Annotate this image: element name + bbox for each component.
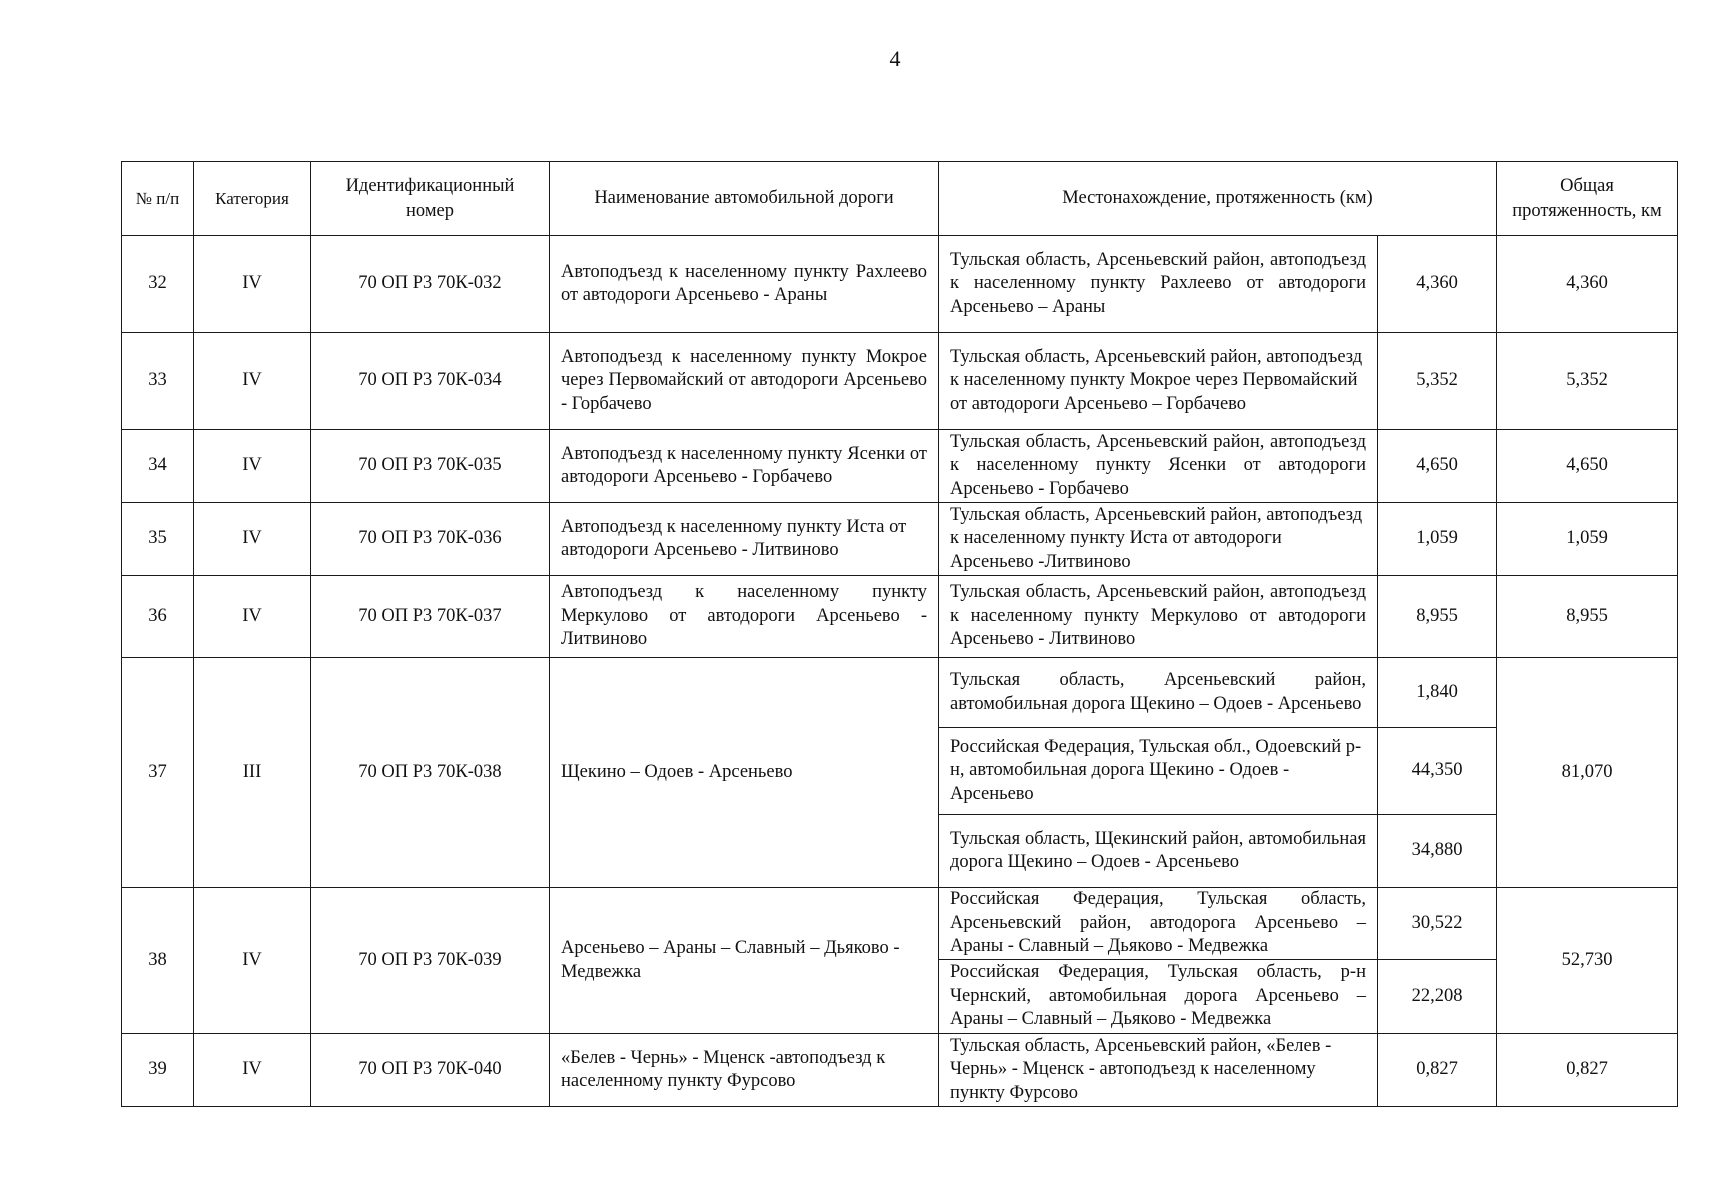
row-length: 1,840: [1378, 658, 1497, 728]
row-location: Тульская область, Арсеньевский район, автоподъезд к населенному пункту Иста от автодороги Арсеньево -Литвиново: [939, 503, 1378, 576]
row-id: 70 ОП Р3 70К-032: [311, 236, 550, 333]
header-num: № п/п: [122, 162, 194, 236]
row-category: III: [194, 658, 311, 888]
row-location: Российская Федерация, Тульская область, Арсеньевский район, автодорога Арсеньево – Араны - Славный – Дьяково - Медвежка: [939, 888, 1378, 960]
header-row: [122, 162, 1678, 236]
row-road-name: «Белев - Чернь» - Мценск -автоподъезд к населенному пункту Фурсово: [550, 1034, 939, 1107]
row-id: 70 ОП Р3 70К-040: [311, 1034, 550, 1107]
row-num: 35: [122, 503, 194, 576]
row-id: 70 ОП Р3 70К-037: [311, 576, 550, 658]
page-number: 4: [889, 46, 901, 71]
row-total: 4,360: [1497, 236, 1678, 333]
row-category: IV: [194, 503, 311, 576]
row-location: Тульская область, Арсеньевский район, автоподъезд к населенному пункту Рахлеево от автодороги Арсеньево – Араны: [939, 236, 1378, 333]
row-id: 70 ОП Р3 70К-035: [311, 430, 550, 503]
header-location: Местонахождение, протяженность (км): [939, 162, 1497, 236]
row-num: 33: [122, 333, 194, 430]
row-total: 52,730: [1497, 888, 1678, 1034]
row-category: IV: [194, 888, 311, 1034]
row-category: IV: [194, 333, 311, 430]
row-length: 44,350: [1378, 728, 1497, 815]
row-num: 36: [122, 576, 194, 658]
row-id: 70 ОП Р3 70К-036: [311, 503, 550, 576]
row-total: 4,650: [1497, 430, 1678, 503]
row-location: Тульская область, Арсеньевский район, автоподъезд к населенному пункту Меркулово от автодороги Арсеньево - Литвиново: [939, 576, 1378, 658]
row-road-name: Автоподъезд к населенному пункту Мокрое через Первомайский от автодороги Арсеньево - Горбачево: [550, 333, 939, 430]
header-total: Общая протяженность, км: [1497, 162, 1678, 236]
row-total: 0,827: [1497, 1034, 1678, 1107]
roads-table: [121, 161, 1678, 1107]
row-id: 70 ОП Р3 70К-039: [311, 888, 550, 1034]
row-num: 39: [122, 1034, 194, 1107]
table-row: [122, 888, 1678, 960]
row-location: Российская Федерация, Тульская область, р-н Чернский, автомобильная дорога Арсеньево – Араны – Славный – Дьяково - Медвежка: [939, 960, 1378, 1034]
row-total: 8,955: [1497, 576, 1678, 658]
row-location: Тульская область, Арсеньевский район, «Белев - Чернь» - Мценск - автоподъезд к населенному пункту Фурсово: [939, 1034, 1378, 1107]
row-length: 22,208: [1378, 960, 1497, 1034]
row-length: 5,352: [1378, 333, 1497, 430]
row-category: IV: [194, 576, 311, 658]
table-row: [122, 333, 1678, 430]
row-category: IV: [194, 236, 311, 333]
row-road-name: Арсеньево – Араны – Славный – Дьяково - Медвежка: [550, 888, 939, 1034]
row-road-name: Автоподъезд к населенному пункту Меркулово от автодороги Арсеньево - Литвиново: [550, 576, 939, 658]
row-length: 4,650: [1378, 430, 1497, 503]
row-total: 5,352: [1497, 333, 1678, 430]
row-num: 32: [122, 236, 194, 333]
table-row: [122, 576, 1678, 658]
table-row: [122, 430, 1678, 503]
row-length: 0,827: [1378, 1034, 1497, 1107]
row-total: 1,059: [1497, 503, 1678, 576]
row-category: IV: [194, 1034, 311, 1107]
table-row: [122, 236, 1678, 333]
row-location: Российская Федерация, Тульская обл., Одоевский р-н, автомобильная дорога Щекино - Одоев - Арсеньево: [939, 728, 1378, 815]
row-total: 81,070: [1497, 658, 1678, 888]
row-id: 70 ОП Р3 70К-034: [311, 333, 550, 430]
header-name: Наименование автомобильной дороги: [550, 162, 939, 236]
row-length: 4,360: [1378, 236, 1497, 333]
row-length: 1,059: [1378, 503, 1497, 576]
row-road-name: Щекино – Одоев - Арсеньево: [550, 658, 939, 888]
header-category: Категория: [194, 162, 311, 236]
row-road-name: Автоподъезд к населенному пункту Рахлеево от автодороги Арсеньево - Араны: [550, 236, 939, 333]
row-length: 30,522: [1378, 888, 1497, 960]
row-road-name: Автоподъезд к населенному пункту Иста от автодороги Арсеньево - Литвиново: [550, 503, 939, 576]
table-row: [122, 1034, 1678, 1107]
row-length: 8,955: [1378, 576, 1497, 658]
row-category: IV: [194, 430, 311, 503]
table-row: [122, 503, 1678, 576]
row-location: Тульская область, Арсеньевский район, автоподъезд к населенному пункту Мокрое через Первомайский от автодороги Арсеньево – Горбачево: [939, 333, 1378, 430]
row-num: 38: [122, 888, 194, 1034]
table-row: [122, 658, 1678, 728]
row-location: Тульская область, Арсеньевский район, автоподъезд к населенному пункту Ясенки от автодороги Арсеньево - Горбачево: [939, 430, 1378, 503]
row-num: 34: [122, 430, 194, 503]
row-id: 70 ОП Р3 70К-038: [311, 658, 550, 888]
row-location: Тульская область, Арсеньевский район, автомобильная дорога Щекино – Одоев - Арсеньево: [939, 658, 1378, 728]
row-num: 37: [122, 658, 194, 888]
row-road-name: Автоподъезд к населенному пункту Ясенки от автодороги Арсеньево - Горбачево: [550, 430, 939, 503]
row-location: Тульская область, Щекинский район, автомобильная дорога Щекино – Одоев - Арсеньево: [939, 815, 1378, 888]
row-length: 34,880: [1378, 815, 1497, 888]
header-id: Идентификационный номер: [311, 162, 550, 236]
